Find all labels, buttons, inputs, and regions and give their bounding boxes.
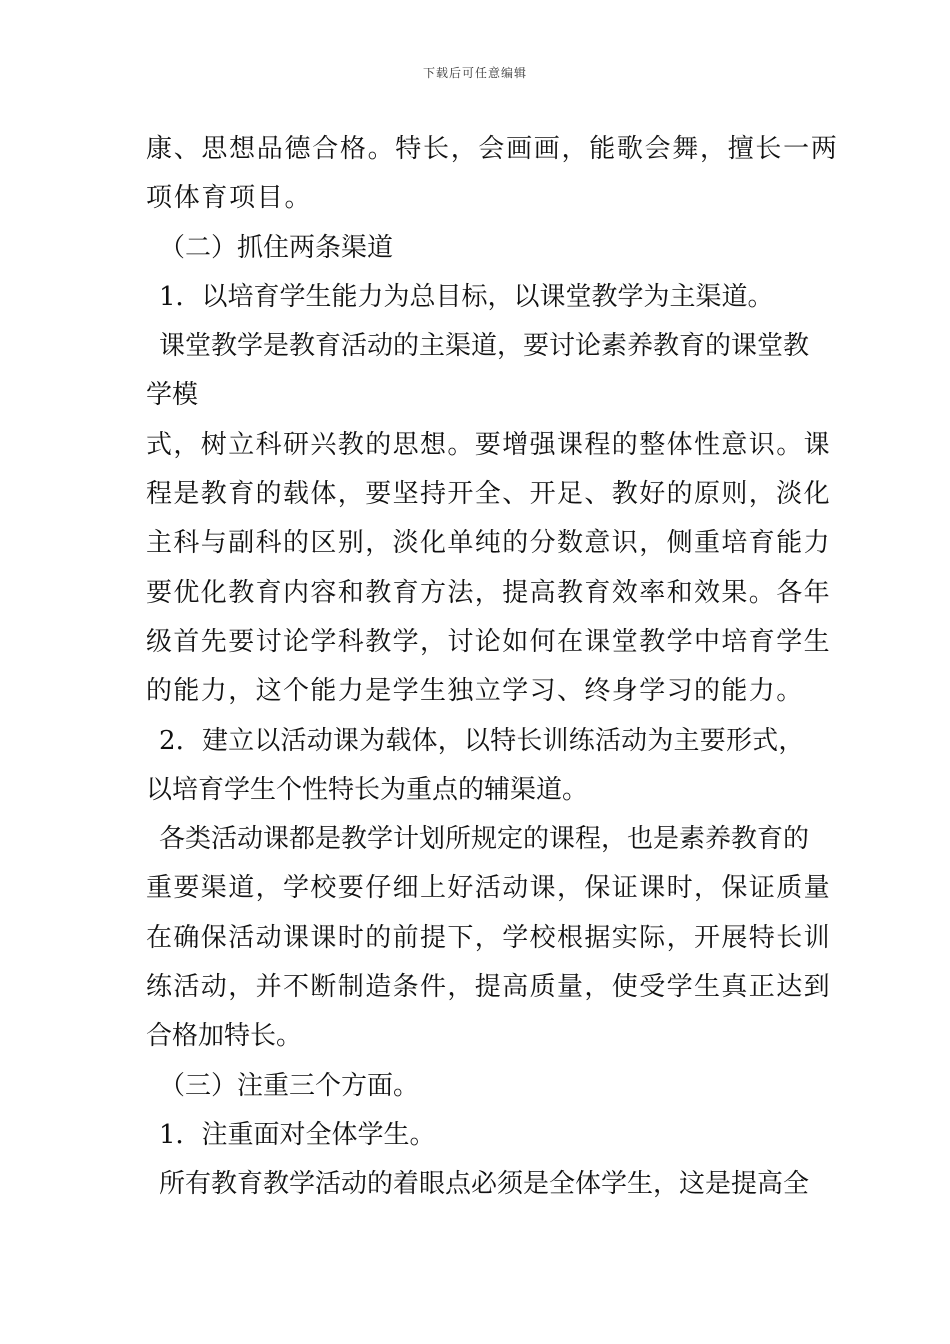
text-line: 练活动，并不断制造条件，提高质量，使受学生真正达到	[146, 972, 832, 1003]
text-line: （三）注重三个方面。	[159, 1070, 420, 1101]
text-line: 各类活动课都是教学计划所规定的课程，也是素养教育的	[159, 824, 810, 855]
page-header	[0, 64, 950, 81]
text-line: 在确保活动课课时的前提下，学校根据实际，开展特长训	[146, 922, 832, 953]
text-line: 重要渠道，学校要仔细上好活动课，保证课时，保证质量	[146, 873, 832, 904]
text-line: 1．以培育学生能力为总目标，以课堂教学为主渠道。	[159, 281, 774, 312]
text-line: 主科与副科的区别，淡化单纯的分数意识，侧重培育能力	[146, 528, 832, 559]
text-line: 1．注重面对全体学生。	[159, 1119, 436, 1150]
header-text: 下载后可任意编辑	[422, 66, 527, 80]
text-line: （二）抓住两条渠道	[159, 232, 394, 263]
text-line: 以培育学生个性特长为重点的辅渠道。	[146, 774, 589, 805]
text-line: 式，树立科研兴教的思想。要增强课程的整体性意识。课	[146, 429, 832, 460]
text-line: 项体育项目。	[146, 183, 313, 214]
text-line: 2．建立以活动课为载体，以特长训练活动为主要形式，	[159, 725, 805, 756]
text-line: 要优化教育内容和教育方法，提高教育效率和效果。各年	[146, 577, 832, 608]
text-line: 学模	[146, 380, 199, 411]
text-line: 级首先要讨论学科教学，讨论如何在课堂教学中培育学生	[146, 626, 832, 657]
text-line: 课堂教学是教育活动的主渠道，要讨论素养教育的课堂教	[159, 331, 810, 362]
text-line: 康、思想品德合格。特长，会画画，能歌会舞，擅长一两	[146, 134, 839, 164]
text-line: 的能力，这个能力是学生独立学习、终身学习的能力。	[146, 676, 804, 707]
document-body	[146, 125, 839, 1210]
text-line: 所有教育教学活动的着眼点必须是全体学生，这是提高全	[159, 1169, 810, 1200]
text-line: 合格加特长。	[146, 1021, 303, 1052]
text-line: 程是教育的载体，要坚持开全、开足、教好的原则，淡化	[146, 479, 832, 510]
